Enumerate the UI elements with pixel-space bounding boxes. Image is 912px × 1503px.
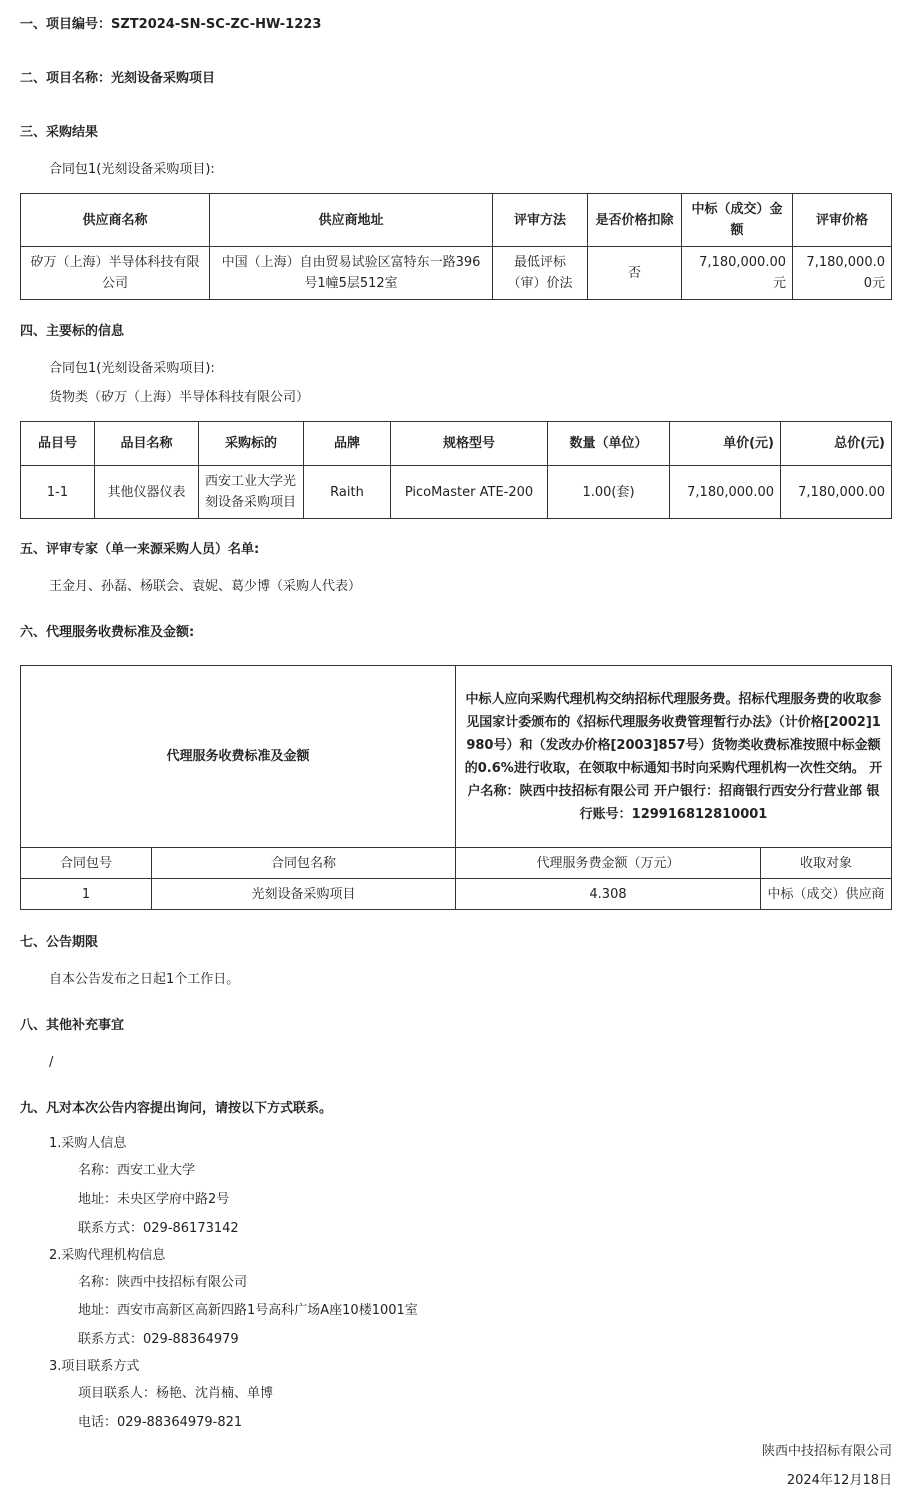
table-row [21,879,892,910]
agent-phone: 联系方式：029-88364979 [78,1332,239,1347]
announcement-period-heading: 七、公告期限 [20,935,99,950]
item-name-cell: 其他仪器仪表 [95,466,199,519]
result-package-label: 合同包1(光刻设备采购项目): [49,162,215,177]
fee-header-cell: 合同包名称 [152,848,456,879]
project-name-value: 光刻设备采购项目 [111,71,216,86]
bid-amount-cell: 7,180,000.00元 [682,247,793,300]
items-header-cell: 数量（单位） [548,422,670,466]
result-header-cell: 评审方法 [493,194,588,247]
project-name-label: 二、项目名称： [20,71,112,86]
table-row [21,466,892,519]
other-matters-text: / [49,1055,54,1070]
items-header-cell: 品目号 [21,422,95,466]
fee-amount-cell: 4.308 [456,879,761,910]
announcement-period-text: 自本公告发布之日起1个工作日。 [49,972,240,987]
item-model-cell: PicoMaster ATE-200 [391,466,548,519]
fee-standard-description: 中标人应向采购代理机构交纳招标代理服务费。招标代理服务费的收取参见国家计委颁布的《招标代理服务收费管理暂行办法》（计价格[2002]1980号）和（发改办价格[2003]857号）货物类收费标准按照中标金额的0.6%进行收取，在领取中标通知书时向采购代理机构一次性交纳。 开户名称：陕西中技招标有限公司 开户银行：招商银行西安分行营业部 银行账号：129916812810001 [456,666,892,848]
items-header-cell: 单价(元) [670,422,781,466]
footer-organization: 陕西中技招标有限公司 [761,1444,892,1459]
supplier-name-cell: 矽万（上海）半导体科技有限公司 [21,247,210,300]
review-method-cell: 最低评标（审）价法 [493,247,588,300]
fee-package-number-cell: 1 [21,879,152,910]
items-header-cell: 品牌 [304,422,391,466]
items-table-header [21,422,892,466]
agency-fee-table [20,665,892,910]
items-header-cell: 规格型号 [391,422,548,466]
result-header-cell: 是否价格扣除 [588,194,682,247]
agency-fee-heading: 六、代理服务收费标准及金额: [20,625,195,640]
project-contact-title: 3.项目联系方式 [49,1359,140,1374]
buyer-info-title: 1.采购人信息 [49,1136,127,1151]
table-row [21,247,892,300]
project-name-heading [20,70,215,88]
items-category-label: 货物类（矽万（上海）半导体科技有限公司） [49,390,310,405]
fee-header-cell: 代理服务费金额（万元） [456,848,761,879]
review-experts-heading: 五、评审专家（单一来源采购人员）名单: [20,542,260,557]
fee-standard-label: 代理服务收费标准及金额 [21,666,456,848]
project-number-label: 一、项目编号： [20,17,112,32]
items-header-cell: 总价(元) [781,422,892,466]
project-number-value: SZT2024-SN-SC-ZC-HW-1223 [111,17,322,32]
fee-package-name-cell: 光刻设备采购项目 [152,879,456,910]
review-experts-list: 王金月、孙磊、杨联会、袁妮、葛少博（采购人代表） [49,579,362,594]
buyer-name: 名称：西安工业大学 [78,1163,196,1178]
item-quantity-cell: 1.00(套) [548,466,670,519]
agent-address: 地址：西安市高新区高新四路1号高科广场A座10楼1001室 [78,1303,418,1318]
item-number-cell: 1-1 [21,466,95,519]
fee-header-cell: 合同包号 [21,848,152,879]
project-contact-people: 项目联系人：杨艳、沈肖楠、单博 [78,1386,274,1401]
item-unit-price-cell: 7,180,000.00 [670,466,781,519]
fee-table-header [21,848,892,879]
buyer-phone: 联系方式：029-86173142 [78,1221,239,1236]
result-header-cell: 评审价格 [793,194,892,247]
items-table [20,421,892,519]
agent-name: 名称：陕西中技招标有限公司 [78,1275,248,1290]
items-package-label: 合同包1(光刻设备采购项目): [49,361,215,376]
buyer-address: 地址：未央区学府中路2号 [78,1192,230,1207]
project-contact-phone: 电话：029-88364979-821 [78,1415,243,1430]
agent-info-title: 2.采购代理机构信息 [49,1248,166,1263]
result-header-cell: 供应商名称 [21,194,210,247]
fee-header-cell: 收取对象 [761,848,892,879]
items-header-cell: 品目名称 [95,422,199,466]
price-deduction-cell: 否 [588,247,682,300]
contact-heading: 九、凡对本次公告内容提出询问，请按以下方式联系。 [20,1101,333,1116]
review-price-cell: 7,180,000.00元 [793,247,892,300]
item-subject-cell: 西安工业大学光刻设备采购项目 [199,466,304,519]
result-table [20,193,892,300]
other-matters-heading: 八、其他补充事宜 [20,1018,125,1033]
procurement-result-heading: 三、采购结果 [20,125,99,140]
fee-payer-cell: 中标（成交）供应商 [761,879,892,910]
project-number-heading [20,16,321,34]
items-header-cell: 采购标的 [199,422,304,466]
main-items-heading: 四、主要标的信息 [20,324,125,339]
result-header-cell: 供应商地址 [210,194,493,247]
footer-date: 2024年12月18日 [786,1473,892,1488]
result-header-cell: 中标（成交）金额 [682,194,793,247]
item-total-price-cell: 7,180,000.00 [781,466,892,519]
supplier-address-cell: 中国（上海）自由贸易试验区富特东一路396号1幢5层512室 [210,247,493,300]
fee-standard-row [21,666,892,848]
result-table-header [21,194,892,247]
item-brand-cell: Raith [304,466,391,519]
